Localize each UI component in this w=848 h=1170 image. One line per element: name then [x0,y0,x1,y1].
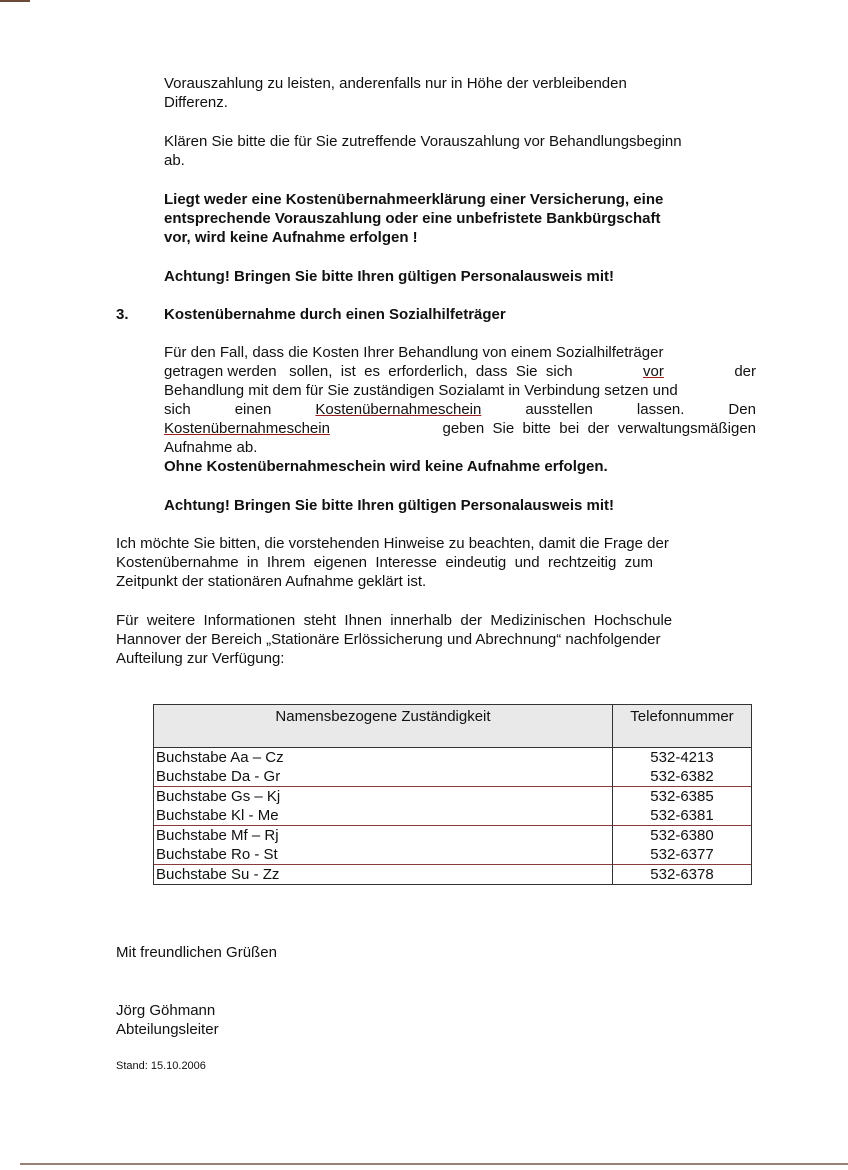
table-cell-letters: Buchstabe Da - Gr [154,767,613,787]
table-row [154,767,752,787]
paragraph-2-line-2: ab. [164,152,185,169]
contact-table [153,704,752,885]
table-cell-letters: Buchstabe Aa – Cz [154,748,613,768]
section-3-line-6: Aufnahme ab. [164,439,258,456]
paragraph-4-line-3: Zeitpunkt der stationären Aufnahme geklärt ist. [116,573,427,590]
table-header-phone: Telefonnummer [613,705,752,748]
warning-id-card-2: Achtung! Bringen Sie bitte Ihren gültigen Personalausweis mit! [164,497,615,514]
section-3-underlined-schein-1: Kostenübernahmeschein [315,401,482,418]
table-row [154,748,752,768]
table-row [154,845,752,865]
scan-edge-top [0,0,30,2]
section-3-line-4 [164,400,756,419]
paragraph-4-line-2: Kostenübernahme in Ihrem eigenen Interesse eindeutig und rechtzeitig zum [116,554,653,571]
warning-id-card-1: Achtung! Bringen Sie bitte Ihren gültigen Personalausweis mit! [164,268,615,285]
paragraph-3-line-3: vor, wird keine Aufnahme erfolgen ! [164,229,418,246]
section-3-line-3: Behandlung mit dem für Sie zuständigen Sozialamt in Verbindung setzen und [164,382,678,399]
paragraph-3-line-2: entsprechende Vorauszahlung oder eine unbefristete Bankbürgschaft [164,210,661,227]
table-header-responsibility: Namensbezogene Zuständigkeit [154,705,613,748]
table-cell-phone: 532-6382 [613,767,752,787]
table-row [154,806,752,826]
section-3-line-2 [164,362,756,381]
section-3-word-lassen: lassen. [636,401,685,418]
table-cell-phone: 532-6378 [613,865,752,885]
table-cell-letters: Buchstabe Su - Zz [154,865,613,885]
table-cell-phone: 532-6377 [613,845,752,865]
section-3-word-einen: einen [234,401,272,418]
section-3-line-2-end: der [734,363,756,380]
section-3-number: 3. [116,306,129,323]
section-3-line-5-text: geben Sie bitte bei der verwaltungsmäßigen [442,420,756,437]
table-cell-letters: Buchstabe Mf – Rj [154,826,613,846]
paragraph-2-line-1: Klären Sie bitte die für Sie zutreffende Vorauszahlung vor Behandlungsbeginn [164,133,682,150]
closing-greeting: Mit freundlichen Grüßen [116,944,277,961]
paragraph-4-line-1: Ich möchte Sie bitten, die vorstehenden Hinweise zu beachten, damit die Frage der [116,535,669,552]
paragraph-5-line-2: Hannover der Bereich „Stationäre Erlössicherung und Abrechnung“ nachfolgender [116,631,661,648]
table-cell-letters: Buchstabe Ro - St [154,845,613,865]
table-row [154,787,752,807]
section-3-line-2-text: getragen werden sollen, ist es erforderlich, dass Sie sich [164,363,573,380]
table-cell-letters: Buchstabe Kl - Me [154,806,613,826]
section-3-line-7: Ohne Kostenübernahmeschein wird keine Aufnahme erfolgen. [164,458,608,475]
table-header-row [154,705,752,748]
table-cell-phone: 532-6380 [613,826,752,846]
table-cell-phone: 532-6385 [613,787,752,807]
table-cell-letters: Buchstabe Gs – Kj [154,787,613,807]
paragraph-1-line-1: Vorauszahlung zu leisten, anderenfalls nur in Höhe der verbleibenden [164,75,627,92]
section-3-word-sich: sich [164,401,191,418]
paragraph-5-line-1: Für weitere Informationen steht Ihnen innerhalb der Medizinischen Hochschule [116,612,673,629]
paragraph-1-line-2: Differenz. [164,94,228,111]
scan-edge-bottom [20,1163,848,1165]
table-cell-phone: 532-6381 [613,806,752,826]
section-3-word-ausstellen: ausstellen [525,401,593,418]
section-3-line-5 [164,419,756,438]
table-row [154,865,752,885]
paragraph-5-line-3: Aufteilung zur Verfügung: [116,650,285,667]
document-date-stand: Stand: 15.10.2006 [116,1060,206,1072]
paragraph-3-line-1: Liegt weder eine Kostenübernahmeerklärung einer Versicherung, eine [164,191,664,208]
signatory-name: Jörg Göhmann [116,1002,216,1019]
table-row [154,826,752,846]
section-3-word-den: Den [728,401,756,418]
section-3-underlined-vor: vor [643,363,664,380]
section-3-title: Kostenübernahme durch einen Sozialhilfeträger [164,306,506,323]
section-3-line-1: Für den Fall, dass die Kosten Ihrer Behandlung von einem Sozialhilfeträger [164,344,664,361]
section-3-underlined-schein-2: Kostenübernahmeschein [164,420,330,437]
table-cell-phone: 532-4213 [613,748,752,768]
signatory-role: Abteilungsleiter [116,1021,219,1038]
